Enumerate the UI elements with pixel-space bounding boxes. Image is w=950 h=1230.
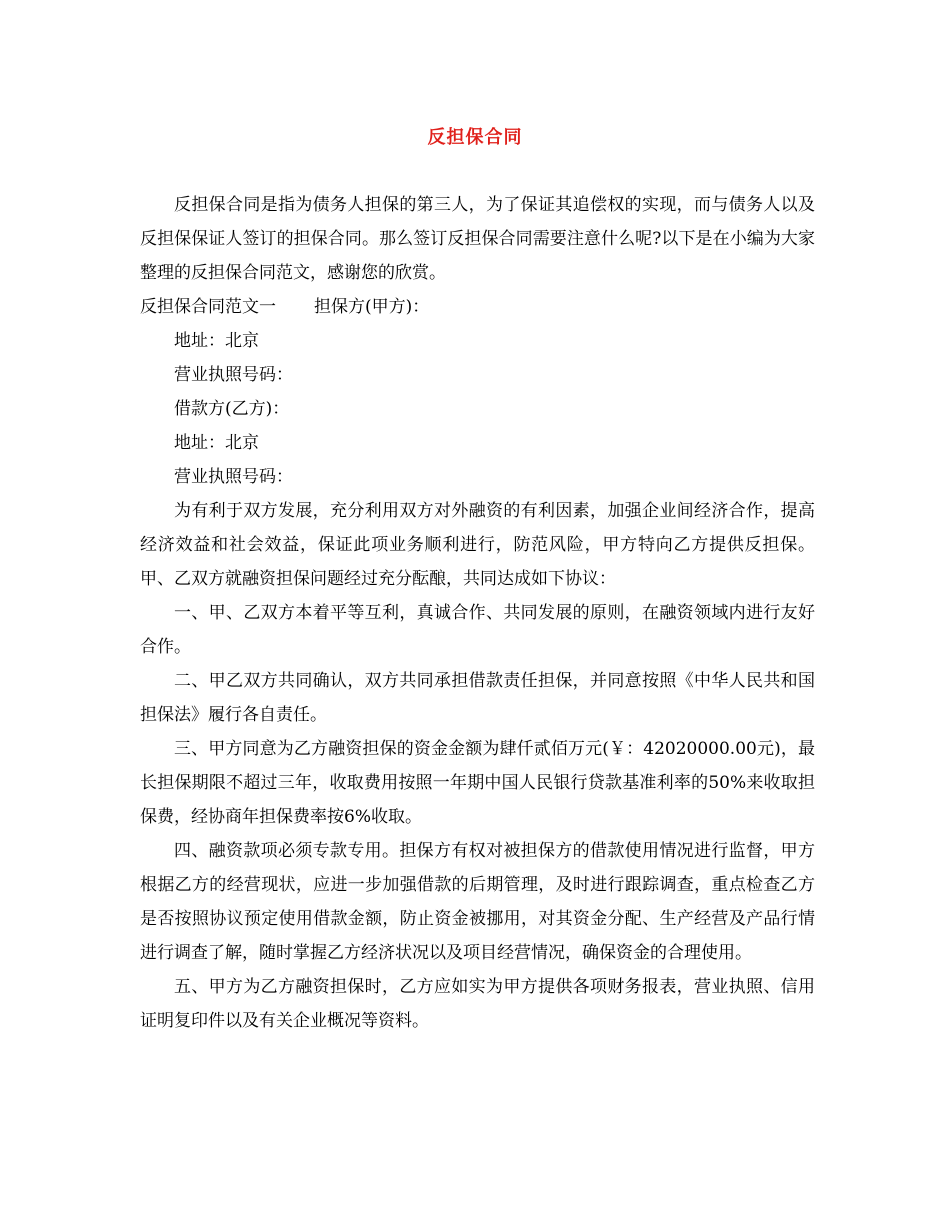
clause-1-paragraph: 一、甲、乙双方本着平等互利，真诚合作、共同发展的原则，在融资领域内进行友好合作。: [140, 603, 815, 657]
document-body: [140, 188, 815, 1038]
borrower-address: 地址：北京: [174, 433, 259, 453]
guarantor-label: 担保方(甲方)：: [314, 297, 430, 317]
preamble-paragraph: 为有利于双方发展，充分利用双方对外融资的有利因素，加强企业间经济合作，提高经济效益和社会效益，保证此项业务顺利进行，防范风险，甲方特向乙方提供反担保。甲、乙双方就融资担保问题经过充分酝酿，共同达成如下协议：: [140, 501, 815, 589]
intro-paragraph: 反担保合同是指为债务人担保的第三人，为了保证其追偿权的实现，而与债务人以及反担保保证人签订的担保合同。那么签订反担保合同需要注意什么呢?以下是在小编为大家整理的反担保合同范文，感谢您的欣赏。: [140, 195, 815, 283]
sample-heading: 反担保合同范文一: [140, 297, 276, 317]
clause-4-paragraph: 四、融资款项必须专款专用。担保方有权对被担保方的借款使用情况进行监督，甲方根据乙方的经营现状，应进一步加强借款的后期管理，及时进行跟踪调查，重点检查乙方是否按照协议预定使用借款金额，防止资金被挪用，对其资金分配、生产经营及产品行情进行调查了解，随时掌握乙方经济状况以及项目经营情况，确保资金的合理使用。: [140, 841, 815, 963]
guarantor-address: 地址：北京: [174, 331, 259, 351]
borrower-label: 借款方(乙方)：: [174, 399, 290, 419]
clause-3-paragraph: 三、甲方同意为乙方融资担保的资金金额为肆仟贰佰万元(￥：42020000.00元)，最长担保期限不超过三年，收取费用按照一年期中国人民银行贷款基准利率的50%来收取担保费，经协商年担保费率按6%收取。: [140, 739, 815, 827]
borrower-license: 营业执照号码：: [174, 467, 293, 487]
clause-2-paragraph: 二、甲乙双方共同确认，双方共同承担借款责任担保，并同意按照《中华人民共和国担保法》履行各自责任。: [140, 671, 815, 725]
sample-heading-line: [140, 290, 815, 324]
heading-gap: [276, 290, 314, 324]
guarantor-license: 营业执照号码：: [174, 365, 293, 385]
clause-5-paragraph: 五、甲方为乙方融资担保时，乙方应如实为甲方提供各项财务报表，营业执照、信用证明复印件以及有关企业概况等资料。: [140, 977, 815, 1031]
document-title: 反担保合同: [427, 127, 523, 148]
